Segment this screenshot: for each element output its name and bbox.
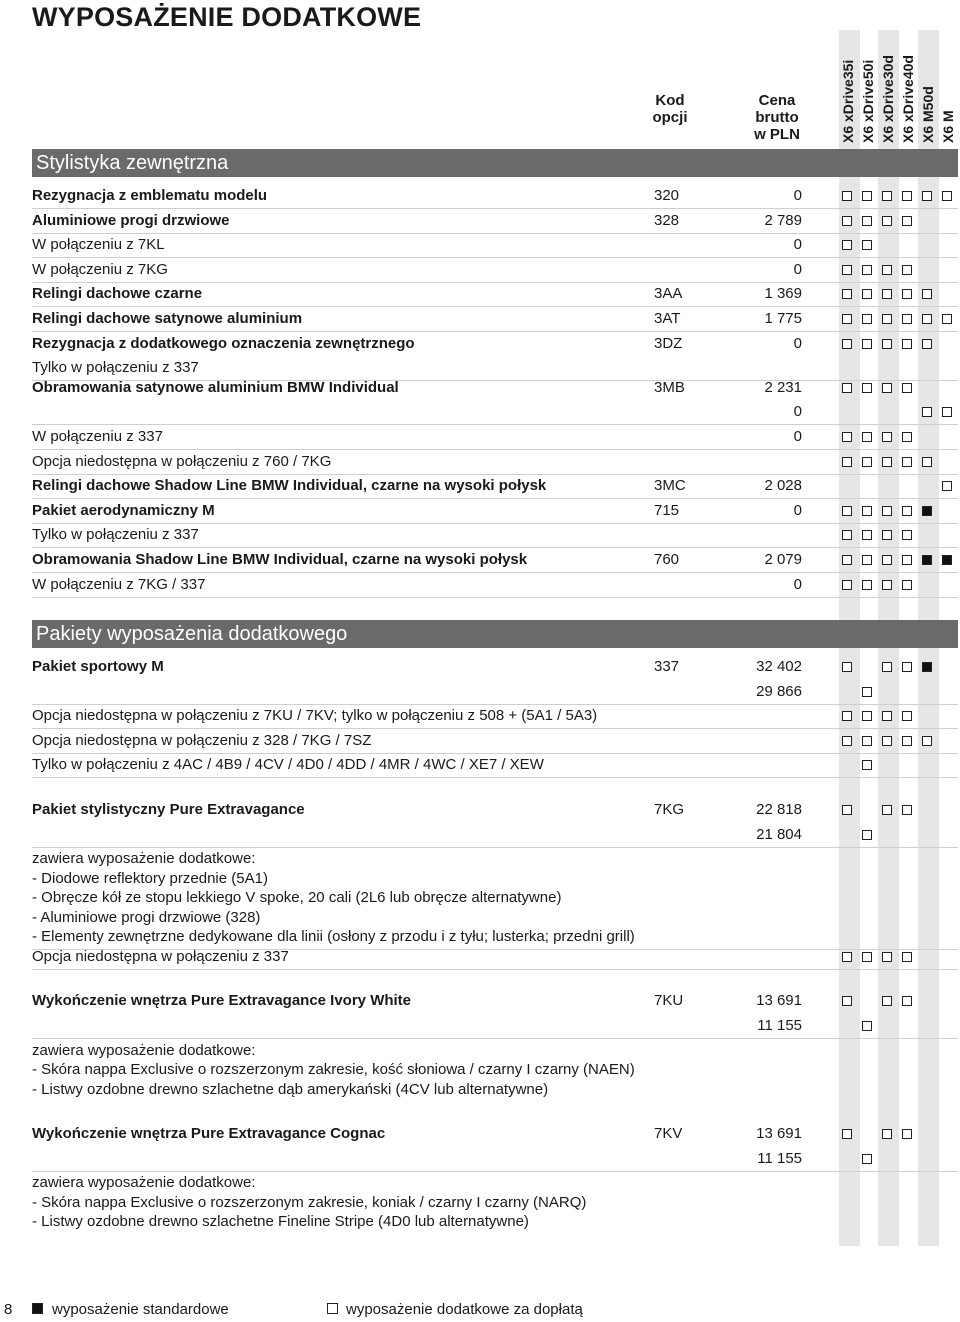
legend-standard: wyposażenie standardowe — [52, 1301, 229, 1318]
optional-equipment-icon — [862, 457, 872, 467]
optional-equipment-icon — [902, 289, 912, 299]
table-row — [32, 376, 958, 400]
price-header-line: brutto — [755, 109, 799, 126]
standard-equipment-icon — [942, 555, 952, 565]
option-description: Tylko w połączeniu z 4AC / 4B9 / 4CV / 4D0 / 4DD / 4MR / 4WC / XE7 / XEW — [32, 756, 544, 774]
optional-equipment-icon — [842, 662, 852, 672]
optional-equipment-icon — [902, 662, 912, 672]
option-price: 29 866 — [756, 682, 802, 700]
option-price: 0 — [793, 427, 802, 445]
model-header: X6 M — [940, 110, 956, 143]
optional-equipment-icon — [902, 1129, 912, 1139]
option-price: 2 028 — [764, 477, 802, 495]
optional-equipment-icon — [882, 506, 892, 516]
table-row — [32, 729, 958, 754]
optional-equipment-icon — [842, 952, 852, 962]
option-description: Opcja niedostępna w połączeniu z 7KU / 7KV; tylko w połączeniu z 508 + (5A1 / 5A3) — [32, 707, 598, 725]
optional-equipment-icon — [902, 996, 912, 1006]
option-price: 2 789 — [764, 211, 802, 229]
option-code: 760 — [654, 550, 680, 568]
table-row — [32, 425, 958, 450]
optional-equipment-icon — [902, 383, 912, 393]
option-price: 1 369 — [764, 285, 802, 303]
option-description: Rezygnacja z dodatkowego oznaczenia zewnętrznego — [32, 334, 415, 352]
option-description: - Listwy ozdobne drewno szlachetne dąb amerykański (4CV lub alternatywne) — [32, 1080, 549, 1098]
table-row — [32, 1014, 958, 1039]
option-price: 0 — [793, 403, 802, 421]
optional-equipment-icon — [942, 191, 952, 201]
optional-equipment-icon — [902, 506, 912, 516]
legend-optional: wyposażenie dodatkowe za dopłatą — [346, 1301, 583, 1318]
optional-equipment-icon — [882, 580, 892, 590]
option-price: 13 691 — [756, 992, 802, 1010]
optional-equipment-icon — [862, 952, 872, 962]
optional-equipment-icon — [842, 1129, 852, 1139]
optional-equipment-icon — [842, 265, 852, 275]
optional-equipment-icon — [862, 265, 872, 275]
option-description: Pakiet stylistyczny Pure Extravagance — [32, 801, 305, 818]
option-code: 337 — [654, 658, 680, 675]
table-row — [32, 1147, 958, 1172]
optional-equipment-icon — [922, 191, 932, 201]
option-price: 0 — [793, 187, 802, 204]
optional-equipment-icon — [842, 383, 852, 393]
option-description: Aluminiowe progi drzwiowe — [32, 211, 230, 229]
standard-equipment-icon — [922, 662, 932, 672]
table-row — [32, 450, 958, 475]
code-header — [640, 92, 700, 126]
optional-equipment-icon — [902, 339, 912, 349]
optional-equipment-icon — [882, 339, 892, 349]
price-header-line: w PLN — [754, 126, 800, 143]
table-row — [32, 680, 958, 705]
code-header-line: opcji — [652, 109, 688, 126]
option-code: 3MC — [654, 477, 686, 495]
optional-equipment-icon — [882, 432, 892, 442]
option-description: W połączeniu z 7KG / 337 — [32, 575, 206, 593]
option-description: Pakiet sportowy M — [32, 658, 164, 675]
option-price: 0 — [793, 236, 802, 254]
optional-equipment-icon — [862, 736, 872, 746]
optional-equipment-icon — [842, 805, 852, 815]
option-price: 11 155 — [757, 1149, 802, 1167]
optional-equipment-icon — [882, 216, 892, 226]
optional-equipment-icon — [862, 240, 872, 250]
table-row — [32, 548, 958, 573]
table-row — [32, 332, 958, 356]
optional-equipment-icon — [842, 240, 852, 250]
option-description: - Elementy zewnętrzne dedykowane dla linii (osłony z przodu i z tyłu; lusterka; przedni grill) — [32, 928, 635, 946]
optional-equipment-icon — [882, 805, 892, 815]
table-row — [32, 400, 958, 425]
optional-equipment-icon — [882, 383, 892, 393]
optional-equipment-icon — [862, 830, 872, 840]
table-row — [32, 798, 958, 822]
table-row — [32, 573, 958, 598]
option-description: W połączeniu z 7KG — [32, 260, 168, 278]
optional-equipment-icon — [902, 711, 912, 721]
optional-equipment-icon — [862, 555, 872, 565]
optional-equipment-icon — [902, 736, 912, 746]
option-price: 2 079 — [764, 550, 802, 568]
option-price: 2 231 — [764, 378, 802, 396]
section-header: Stylistyka zewnętrzna — [32, 149, 958, 177]
optional-equipment-icon — [942, 481, 952, 491]
standard-equipment-icon — [922, 555, 932, 565]
option-description: - Obręcze kół ze stopu lekkiego V spoke, 20 cali (2L6 lub obręcze alternatywne) — [32, 889, 562, 907]
option-code: 3AT — [654, 310, 681, 327]
option-code: 715 — [654, 501, 680, 519]
optional-equipment-icon — [882, 996, 892, 1006]
optional-equipment-icon — [842, 289, 852, 299]
option-description: Rezygnacja z emblematu modelu — [32, 187, 268, 204]
option-price: 0 — [793, 260, 802, 278]
table-row — [32, 1078, 958, 1102]
option-description: - Diodowe reflektory przednie (5A1) — [32, 869, 268, 887]
section-header: Pakiety wyposażenia dodatkowego — [32, 620, 958, 648]
optional-equipment-icon — [862, 687, 872, 697]
optional-equipment-icon — [902, 952, 912, 962]
optional-equipment-icon — [862, 1021, 872, 1031]
model-header: X6 xDrive50i — [860, 59, 876, 143]
optional-equipment-icon — [862, 339, 872, 349]
optional-equipment-icon — [882, 952, 892, 962]
optional-equipment-icon — [862, 289, 872, 299]
option-description: zawiera wyposażenie dodatkowe: — [32, 1041, 256, 1059]
optional-equipment-icon — [842, 339, 852, 349]
option-description: Opcja niedostępna w połączeniu z 337 — [32, 947, 289, 965]
option-description: zawiera wyposażenie dodatkowe: — [32, 850, 256, 868]
optional-equipment-icon — [862, 216, 872, 226]
option-description: Wykończenie wnętrza Pure Extravagance Cognac — [32, 1125, 386, 1142]
table-row — [32, 655, 958, 679]
option-description: - Aluminiowe progi drzwiowe (328) — [32, 908, 261, 926]
optional-equipment-icon — [842, 216, 852, 226]
optional-equipment-icon — [902, 265, 912, 275]
table-row — [32, 945, 958, 970]
table-row — [32, 753, 958, 778]
optional-equipment-icon — [882, 736, 892, 746]
optional-equipment-icon — [882, 662, 892, 672]
option-description: Pakiet aerodynamiczny M — [32, 501, 215, 519]
optional-equipment-icon — [922, 736, 932, 746]
option-description: Wykończenie wnętrza Pure Extravagance Ivory White — [32, 992, 412, 1010]
option-description: Opcja niedostępna w połączeniu z 328 / 7KG / 7SZ — [32, 731, 372, 749]
option-price: 0 — [793, 334, 802, 352]
optional-equipment-icon — [862, 711, 872, 721]
optional-equipment-icon — [862, 530, 872, 540]
optional-equipment-icon — [882, 555, 892, 565]
option-price: 22 818 — [756, 801, 802, 818]
option-description: - Skóra nappa Exclusive o rozszerzonym zakresie, kość słoniowa / czarny I czarny (NAEN) — [32, 1061, 635, 1078]
optional-equipment-icon — [882, 314, 892, 324]
optional-equipment-icon — [922, 407, 932, 417]
option-description: Obramowania Shadow Line BMW Individual, czarne na wysoki połysk — [32, 550, 528, 568]
price-header-line: Cena — [758, 92, 796, 109]
table-row — [32, 474, 958, 499]
optional-equipment-icon — [882, 711, 892, 721]
table-row — [32, 258, 958, 283]
option-code: 3AA — [654, 285, 683, 303]
optional-equipment-icon — [902, 216, 912, 226]
optional-equipment-icon — [862, 760, 872, 770]
optional-equipment-icon — [902, 432, 912, 442]
option-description: zawiera wyposażenie dodatkowe: — [32, 1174, 256, 1192]
optional-equipment-icon — [922, 314, 932, 324]
option-price: 32 402 — [756, 658, 802, 675]
optional-equipment-icon — [842, 191, 852, 201]
table-row — [32, 1122, 958, 1146]
standard-equipment-icon — [32, 1303, 43, 1314]
page-number: 8 — [4, 1301, 13, 1318]
optional-equipment-icon — [902, 555, 912, 565]
table-row — [32, 823, 958, 848]
optional-equipment-icon — [902, 314, 912, 324]
optional-equipment-icon — [862, 506, 872, 516]
optional-equipment-icon — [862, 580, 872, 590]
optional-equipment-icon — [902, 805, 912, 815]
optional-equipment-icon — [902, 530, 912, 540]
table-row — [32, 282, 958, 307]
optional-equipment-icon — [842, 996, 852, 1006]
option-code: 320 — [654, 187, 680, 204]
optional-equipment-icon — [862, 314, 872, 324]
standard-equipment-icon — [922, 506, 932, 516]
option-description: Relingi dachowe czarne — [32, 285, 203, 303]
option-description: Obramowania satynowe aluminium BMW Individual — [32, 378, 399, 396]
optional-equipment-icon — [882, 1129, 892, 1139]
option-code: 7KV — [654, 1125, 683, 1142]
optional-equipment-icon — [902, 191, 912, 201]
optional-equipment-icon — [842, 736, 852, 746]
optional-equipment-icon — [842, 711, 852, 721]
optional-equipment-icon — [922, 457, 932, 467]
optional-equipment-icon — [842, 457, 852, 467]
optional-equipment-icon — [942, 407, 952, 417]
optional-equipment-icon — [842, 432, 852, 442]
optional-equipment-icon — [882, 530, 892, 540]
page-title: WYPOSAŻENIE DODATKOWE — [32, 2, 422, 32]
option-code: 328 — [654, 211, 680, 229]
optional-equipment-icon — [862, 432, 872, 442]
model-header: X6 xDrive35i — [840, 59, 856, 143]
optional-equipment-icon — [942, 314, 952, 324]
optional-equipment-icon — [902, 580, 912, 590]
table-row — [32, 499, 958, 524]
optional-equipment-icon — [327, 1303, 338, 1314]
optional-equipment-icon — [922, 289, 932, 299]
option-description: Opcja niedostępna w połączeniu z 760 / 7KG — [32, 452, 332, 470]
option-description: Relingi dachowe satynowe aluminium — [32, 310, 303, 327]
optional-equipment-icon — [922, 339, 932, 349]
optional-equipment-icon — [882, 289, 892, 299]
optional-equipment-icon — [842, 506, 852, 516]
option-code: 7KU — [654, 992, 684, 1010]
option-description: - Skóra nappa Exclusive o rozszerzonym zakresie, koniak / czarny I czarny (NARQ) — [32, 1193, 587, 1211]
optional-equipment-icon — [862, 383, 872, 393]
option-price: 11 155 — [757, 1016, 802, 1034]
option-description: Relingi dachowe Shadow Line BMW Individual, czarne na wysoki połysk — [32, 477, 547, 495]
option-description: Tylko w połączeniu z 337 — [32, 526, 199, 544]
option-price: 1 775 — [764, 310, 802, 327]
optional-equipment-icon — [842, 530, 852, 540]
code-header-line: Kod — [655, 92, 685, 109]
option-code: 7KG — [654, 801, 685, 818]
optional-equipment-icon — [882, 457, 892, 467]
table-row — [32, 1210, 958, 1234]
model-header: X6 M50d — [920, 86, 936, 143]
optional-equipment-icon — [862, 191, 872, 201]
table-row — [32, 523, 958, 548]
optional-equipment-icon — [882, 265, 892, 275]
optional-equipment-icon — [842, 555, 852, 565]
option-price: 0 — [793, 501, 802, 519]
optional-equipment-icon — [862, 1154, 872, 1164]
option-description: W połączeniu z 337 — [32, 427, 163, 445]
optional-equipment-icon — [902, 457, 912, 467]
optional-equipment-icon — [842, 580, 852, 590]
option-description: W połączeniu z 7KL — [32, 236, 165, 254]
option-code: 3MB — [654, 378, 685, 396]
model-header: X6 xDrive30d — [880, 55, 896, 143]
table-row — [32, 209, 958, 234]
table-row — [32, 704, 958, 729]
option-description: - Listwy ozdobne drewno szlachetne Fineline Stripe (4D0 lub alternatywne) — [32, 1213, 529, 1231]
option-code: 3DZ — [654, 334, 683, 352]
option-price: 0 — [793, 575, 802, 593]
optional-equipment-icon — [882, 191, 892, 201]
table-row — [32, 307, 958, 332]
table-row — [32, 233, 958, 258]
price-header — [742, 92, 812, 143]
table-row — [32, 989, 958, 1013]
model-header: X6 xDrive40d — [900, 55, 916, 143]
table-row — [32, 184, 958, 209]
option-description: Tylko w połączeniu z 337 — [32, 359, 199, 377]
option-price: 13 691 — [756, 1125, 802, 1142]
option-price: 21 804 — [756, 825, 802, 843]
optional-equipment-icon — [842, 314, 852, 324]
